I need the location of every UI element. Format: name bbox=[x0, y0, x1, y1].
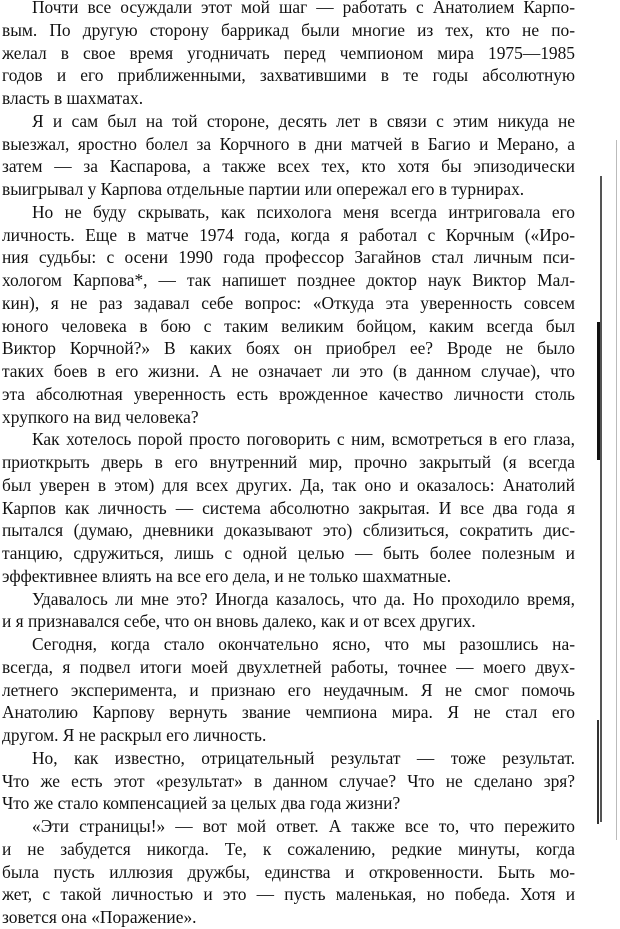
text-line: желал в свое время угодничать перед чемпионом мира 1975—1985 bbox=[2, 42, 575, 63]
text-line: таких боев в его жизни. А не означает ли это (в данном случае), что bbox=[2, 361, 575, 381]
text-line: кин), я не раз задавал себе вопрос: «Откуда эта уверенность совсем bbox=[2, 292, 575, 313]
paragraph bbox=[2, 588, 575, 634]
text-line: жет, с такой личностью и это — пусть маленькая, но победа. Хотя и bbox=[2, 884, 575, 905]
text-line: выигрывал у Карпова отдельные партии или опережал его в турнирах. bbox=[2, 179, 525, 199]
text-line: Почти все осуждали этот мой шаг — работать с Анатолием Карпо- bbox=[32, 0, 575, 17]
text-line: пытался (думаю, дневники доказывают это) сблизиться, сократить дис- bbox=[2, 520, 575, 541]
text-line: приоткрыть дверь в его внутренний мир, прочно закрытый (я всегда bbox=[2, 452, 575, 472]
text-line: Как хотелось порой просто поговорить с ним, всмотреться в его глаза, bbox=[32, 429, 575, 450]
text-line: зовется она «Поражение». bbox=[2, 907, 197, 927]
text-line: Но не буду скрывать, как психолога меня всегда интриговала его bbox=[32, 201, 575, 222]
text-line: Но, как известно, отрицательный результат — тоже результат. bbox=[32, 747, 575, 768]
text-line: «Эти страницы!» — вот мой ответ. А также все то, что пережито bbox=[32, 816, 575, 836]
text-line: хрупкого на вид человека? bbox=[2, 406, 199, 427]
text-line: Удавалось ли мне это? Иногда казалось, что да. Но проходило время, bbox=[32, 588, 575, 609]
text-line: эффективнее влиять на все его дела, и не только шахматные. bbox=[2, 565, 452, 586]
text-line: и я признавался себе, что он вновь далеко, как и от всех других. bbox=[2, 611, 476, 632]
binding-edge-mark bbox=[597, 322, 600, 460]
paragraph bbox=[2, 815, 575, 929]
text-line: летнего эксперимента, и признаю его неудачным. Я не смог помочь bbox=[2, 679, 575, 700]
paragraph bbox=[2, 428, 575, 587]
text-line: власть в шахматах. bbox=[2, 88, 144, 108]
text-line: Что же стало компенсацией за целых два года жизни? bbox=[2, 793, 401, 814]
text-line: юного человека в бою с таким великим бойцом, каким всегда был bbox=[2, 315, 575, 336]
text-line: был уверен в этом) для всех других. Да, так оно и оказалось: Анатолий bbox=[2, 474, 575, 495]
page-edge-shadow bbox=[616, 140, 617, 840]
text-line: годов и его приближенными, захватившими в те годы абсолютную bbox=[2, 65, 575, 86]
text-line: Я и сам был на той стороне, десять лет в связи с этим никуда не bbox=[32, 110, 575, 131]
text-line: Что же есть этот «результат» в данном случае? Что не сделано зря? bbox=[2, 770, 575, 791]
text-line: выезжал, яростно болел за Корчного в дни матчей в Багио и Мерано, а bbox=[2, 133, 575, 154]
text-line: Анатолию Карпову вернуть звание чемпиона мира. Я не стал его bbox=[2, 702, 575, 723]
body-text bbox=[2, 0, 575, 929]
text-line: и не забудется никогда. Те, к сожалению, редкие минуты, когда bbox=[2, 838, 575, 859]
text-line: хологом Карпова*, — так напишет позднее доктор наук Виктор Мал- bbox=[2, 270, 575, 290]
paragraph bbox=[2, 747, 575, 815]
binding-edge-mark-lower bbox=[597, 720, 599, 824]
paragraph bbox=[2, 110, 575, 201]
text-line: эта абсолютная уверенность есть врожденное качество личности столь bbox=[2, 383, 575, 404]
text-line: другом. Я не раскрыл его личность. bbox=[2, 725, 267, 745]
paragraph bbox=[2, 201, 575, 429]
text-line: Виктор Корчной?» В каких боях он приобрел ее? Вроде не было bbox=[2, 338, 575, 359]
text-line: ния судьбы: с осени 1990 года профессор Загайнов стал личным пси- bbox=[2, 247, 575, 268]
text-line: всегда, я подвел итоги моей двухлетней работы, точнее — моего двух- bbox=[2, 656, 575, 677]
paragraph bbox=[2, 633, 575, 747]
text-line: личность. Еще в матче 1974 года, когда я работал с Корчным («Иро- bbox=[2, 224, 575, 245]
text-line: была пусть иллюзия дружбы, единства и откровенности. Быть мо- bbox=[2, 861, 575, 882]
text-line: вым. По другую сторону баррикад были многие из тех, кто не по- bbox=[2, 19, 575, 40]
text-line: Карпов как личность — система абсолютно закрытая. И все два года я bbox=[2, 497, 575, 518]
binding-edge-line bbox=[600, 176, 602, 822]
text-line: Сегодня, когда стало окончательно ясно, что мы разошлись на- bbox=[32, 634, 575, 654]
paragraph bbox=[2, 0, 575, 110]
text-line: затем — за Каспарова, а также всех тех, кто хотя бы эпизодически bbox=[2, 156, 575, 177]
text-line: танцию, сдружиться, лишь с одной целью — быть более полезным и bbox=[2, 543, 575, 563]
